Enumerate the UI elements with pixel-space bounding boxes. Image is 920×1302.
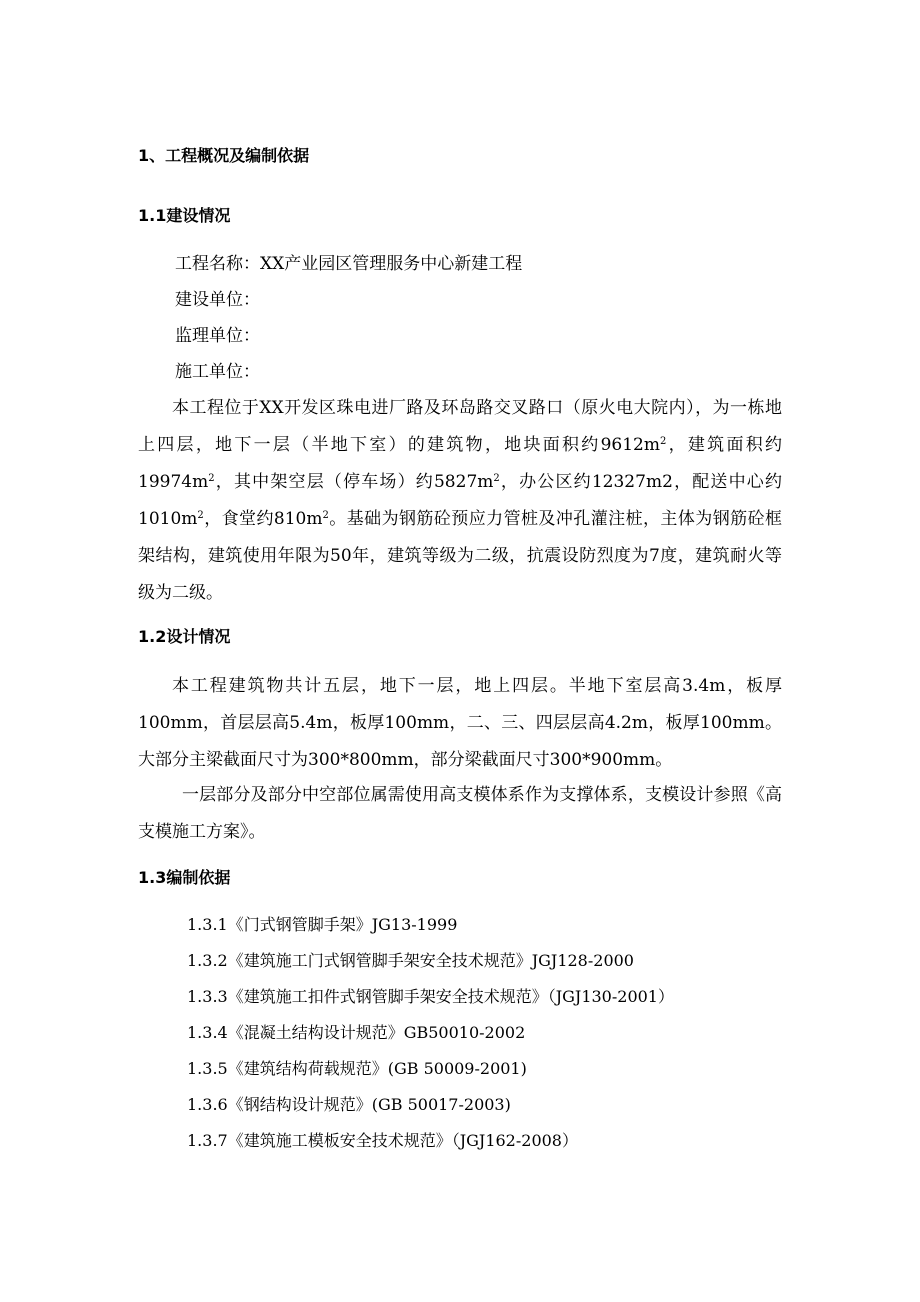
- section-1-1-heading: 1.1建设情况: [138, 206, 231, 225]
- design-paragraph-2: 一层部分及部分中空部位属需使用高支模体系作为支撑体系，支模设计参照《高支模施工方案》。: [138, 785, 782, 842]
- reference-item: 1.3.4《混凝土结构设计规范》GB50010-2002: [187, 1023, 526, 1042]
- project-name-line: 工程名称：XX产业园区管理服务中心新建工程: [175, 254, 523, 274]
- section-1-heading: 1、工程概况及编制依据: [138, 146, 310, 165]
- construction-unit-line: 建设单位：: [175, 290, 260, 310]
- reference-item: 1.3.6《钢结构设计规范》(GB 50017-2003): [187, 1095, 511, 1114]
- reference-item: 1.3.5《建筑结构荷载规范》(GB 50009-2001): [187, 1059, 527, 1078]
- builder-unit-line: 施工单位：: [175, 362, 260, 382]
- reference-item: 1.3.7《建筑施工模板安全技术规范》（JGJ162-2008）: [187, 1131, 578, 1150]
- reference-item: 1.3.3《建筑施工扣件式钢管脚手架安全技术规范》（JGJ130-2001）: [187, 987, 674, 1006]
- reference-item: 1.3.2《建筑施工门式钢管脚手架安全技术规范》JGJ128-2000: [187, 951, 634, 970]
- reference-item: 1.3.1《门式钢管脚手架》JG13-1999: [187, 915, 458, 934]
- section-1-3-heading: 1.3编制依据: [138, 868, 231, 887]
- section-1-2-heading: 1.2设计情况: [138, 627, 231, 646]
- project-description-paragraph: 本工程位于XX开发区珠电进厂路及环岛路交叉路口（原火电大院内），为一栋地上四层，地下一层（半地下室）的建筑物，地块面积约$9612m^2$，建筑面积约$19974m^2$，其中架空层（停车场）约$5827m^2$，办公区约12327m2，配送中心约$1010m^2$，食堂约$810m^2$。基础为钢筋砼预应力管桩及冲孔灌注桩，主体为钢筋砼框架结构，建筑使用年限为50年，建筑等级为二级，抗震设防烈度为7度，建筑耐火等级为二级。: [138, 398, 783, 603]
- design-paragraph-1: 本工程建筑物共计五层，地下一层，地上四层。半地下室层高3.4m，板厚100mm，首层层高5.4m，板厚100mm，二、三、四层层高4.2m，板厚100mm。大部分主梁截面尺寸为300*800mm，部分梁截面尺寸300*900mm。: [138, 676, 782, 770]
- supervision-unit-line: 监理单位：: [175, 326, 260, 346]
